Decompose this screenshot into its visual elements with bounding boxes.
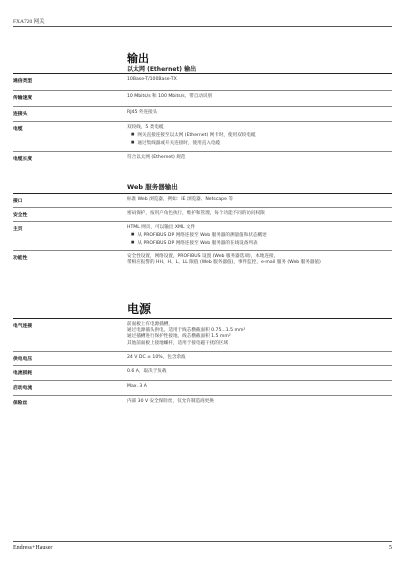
spec-value-line: 0.6 A，取决于负载 bbox=[127, 369, 167, 374]
spec-label: 电缆长度 bbox=[13, 157, 33, 162]
spec-label: 主页 bbox=[13, 227, 23, 232]
spec-label: 接口 bbox=[13, 199, 23, 204]
spec-value bbox=[127, 384, 147, 390]
spec-label: 功能性 bbox=[13, 256, 28, 261]
output-spec-row bbox=[13, 73, 392, 91]
spec-value bbox=[127, 211, 265, 217]
spec-label: 传输速度 bbox=[13, 96, 33, 101]
bullet-item bbox=[127, 239, 267, 247]
spec-value bbox=[127, 322, 245, 347]
spec-value-line: 标准 Web 浏览器，例如：IE 浏览器、Netscape 等 bbox=[127, 197, 233, 202]
spec-value bbox=[127, 225, 267, 248]
spec-value bbox=[127, 94, 212, 100]
output-spec-row bbox=[13, 90, 392, 107]
spec-value-line: 密码保护，按用户角色执行，维护和管理，每个功能不同的访问权限 bbox=[127, 211, 265, 216]
spec-value-line: 通过插槽进行保护性接地，线芯横截面积 1.5 mm² bbox=[127, 334, 231, 340]
power-spec-row bbox=[13, 318, 392, 352]
spec-value-line: RJ45 外连接头 bbox=[127, 110, 158, 115]
spec-value-line: 10 Mbits/s 和 100 Mbits/s，带自动识别 bbox=[127, 94, 213, 99]
spec-label: 连接头 bbox=[13, 112, 28, 117]
bullet-text: 通过集线器或开关连接时，使用直入电缆 bbox=[137, 141, 221, 147]
spec-value-line: 双绞线，5 类电缆 bbox=[127, 125, 164, 130]
bullet-item bbox=[127, 231, 267, 239]
subheading-ethernet: 以太网 (Ethernet) 输出 bbox=[127, 66, 197, 73]
header-divider bbox=[13, 26, 392, 27]
spec-value-line: 24 V DC ± 10%，包含余波 bbox=[127, 355, 186, 360]
spec-value bbox=[127, 110, 157, 116]
spec-value bbox=[127, 355, 186, 361]
output-spec-row bbox=[13, 151, 392, 168]
spec-value bbox=[127, 125, 256, 148]
spec-value-line: 10Base-T/100Base-TX bbox=[127, 77, 177, 82]
spec-label: 电气连接 bbox=[13, 324, 33, 329]
web-spec-row bbox=[13, 221, 392, 251]
spec-label: 安全性 bbox=[13, 213, 28, 218]
spec-value-line: 带相应报警的 HH、H、L、LL 限值 (Web 服务器值)，事件监控，e-mail 服务 (Web 服务器值) bbox=[127, 260, 321, 266]
bullet-item bbox=[127, 139, 256, 147]
power-spec-row bbox=[13, 395, 392, 412]
spec-value bbox=[127, 197, 233, 203]
spec-value-line: HTML 网页，可以输出 XML 文件 bbox=[127, 225, 196, 230]
power-spec-row bbox=[13, 365, 392, 381]
spec-value-line: 符合以太网 (Ethernet) 规范 bbox=[127, 155, 186, 160]
spec-label: 通信类型 bbox=[13, 79, 33, 84]
spec-value-line: 其他前面板上接地螺杆，适用于接电磁干扰的区域 bbox=[127, 340, 229, 346]
bullet-text: 从 PROFIBUS DP 网络连接至 Web 服务器的在线设备列表 bbox=[137, 241, 258, 247]
spec-value bbox=[127, 77, 177, 83]
section-heading-output: 输出 bbox=[127, 52, 149, 65]
bullet-text: 从 PROFIBUS DP 网络连接至 Web 服务器的测量值和状态概述 bbox=[137, 233, 267, 239]
bullet-item bbox=[127, 131, 256, 139]
section-heading-power: 电源 bbox=[127, 302, 152, 316]
power-spec-row bbox=[13, 351, 392, 366]
web-spec-row bbox=[13, 250, 392, 282]
page-number: 5 bbox=[389, 545, 392, 551]
subheading-web-server: Web 服务器输出 bbox=[127, 183, 178, 191]
spec-value-line: 安全性设置，网络设置，PROFIBUS 设置 (Web 服务器选项)，本地连接， bbox=[127, 254, 279, 259]
spec-value-line: 内部 30 V 安全保险丝，仅允许制造商更换 bbox=[127, 399, 214, 404]
spec-label: 电流损耗 bbox=[13, 371, 33, 376]
web-spec-row bbox=[13, 207, 392, 222]
spec-value bbox=[127, 155, 185, 161]
spec-value-line: 前面板上有电源插槽， bbox=[127, 322, 173, 327]
spec-label: 供电电压 bbox=[13, 357, 33, 362]
spec-value-line: Max. 3 A bbox=[127, 384, 147, 389]
spec-value bbox=[127, 399, 214, 405]
output-spec-row bbox=[13, 106, 392, 122]
spec-label: 电缆 bbox=[13, 127, 23, 132]
power-spec-row bbox=[13, 380, 392, 396]
bullet-text: 网关直接连接至以太网 (Ethernet) 网卡时，使用双绞电缆 bbox=[137, 133, 256, 139]
web-spec-row bbox=[13, 193, 392, 208]
spec-label: 保险丝 bbox=[13, 401, 28, 406]
spec-value-line: 通过电源插头供电，适用于线芯横截面积 0.75...1.5 mm² bbox=[127, 328, 246, 334]
footer-brand: Endress+Hauser bbox=[13, 545, 53, 551]
spec-value bbox=[127, 254, 321, 266]
spec-label: 启动电流 bbox=[13, 386, 33, 391]
output-spec-row bbox=[13, 121, 392, 152]
document-header: FXA720 网关 bbox=[13, 19, 45, 25]
footer-divider bbox=[13, 541, 392, 542]
spec-value bbox=[127, 369, 166, 375]
